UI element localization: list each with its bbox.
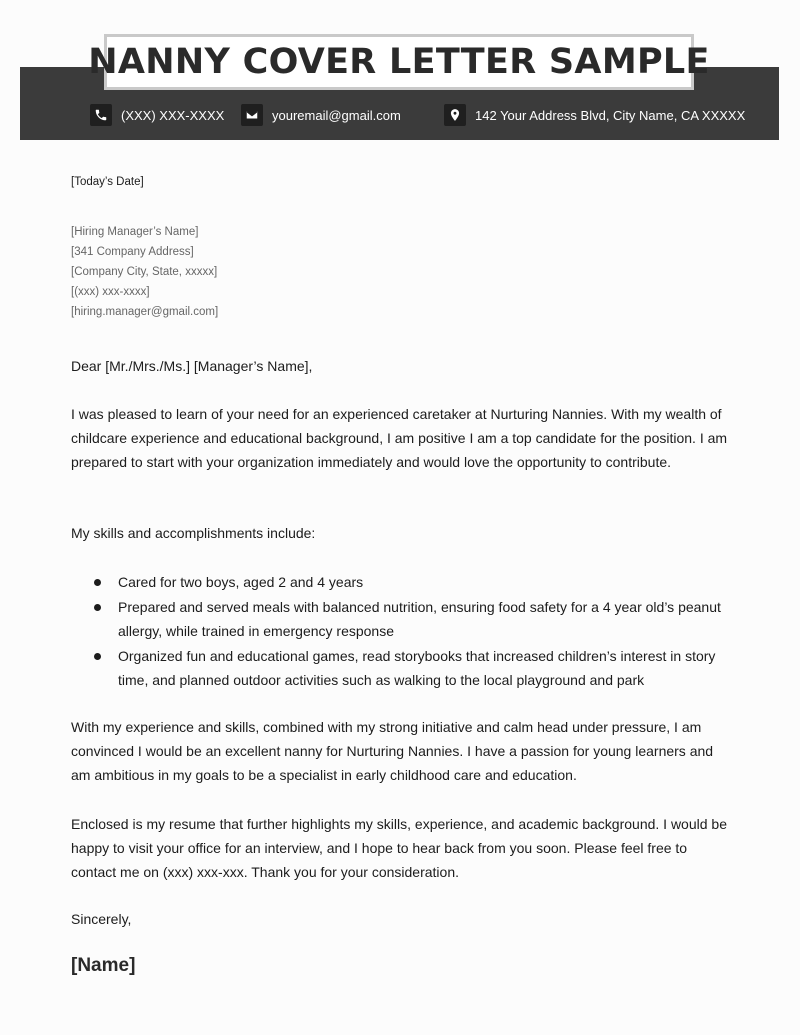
location-pin-icon xyxy=(444,104,466,126)
email-icon xyxy=(241,104,263,126)
closing-paragraph: Enclosed is my resume that further highlights my skills, experience, and academic background. I would be happy to visit your office for an interview, and I hope to hear back from you soon. Please feel free to contact me on (xxx) xxx-xxx. Thank you for your consideration. xyxy=(71,816,727,880)
list-item: Prepared and served meals with balanced nutrition, ensuring food safety for a 4 year old’s peanut allergy, while trained in emergency response xyxy=(71,595,731,644)
address-text: 142 Your Address Blvd, City Name, CA XXXXX xyxy=(475,107,746,123)
email-text: youremail@gmail.com xyxy=(272,107,401,123)
recipient-phone: [(xxx) xxx-xxxx] xyxy=(71,286,150,298)
signoff: Sincerely, xyxy=(71,911,132,927)
recipient-name: [Hiring Manager’s Name] xyxy=(71,226,199,238)
intro-paragraph: I was pleased to learn of your need for an experienced caretaker at Nurturing Nannies. With my wealth of childcare experience and educational background, I am positive I am a top candidate for the position. I am prepared to start with your organization immediately and would love the opportunity to contribute. xyxy=(71,406,728,470)
date-line: [Today’s Date] xyxy=(71,176,144,188)
signature-name: [Name] xyxy=(71,955,136,976)
list-item: Cared for two boys, aged 2 and 4 years xyxy=(71,570,731,595)
contact-email xyxy=(241,102,401,128)
recipient-address: [341 Company Address] xyxy=(71,246,194,258)
recipient-city: [Company City, State, xxxxx] xyxy=(71,266,218,278)
skills-list xyxy=(71,570,731,693)
list-item: Organized fun and educational games, read storybooks that increased children’s interest in story time, and planned outdoor activities such as walking to the local playground and park xyxy=(71,644,731,693)
body-paragraph: With my experience and skills, combined with my strong initiative and calm head under pressure, I am convinced I would be an excellent nanny for Nurturing Nannies. I have a passion for young learners and am ambitious in my goals to be a specialist in early childhood care and education. xyxy=(71,719,714,783)
phone-text: (XXX) XXX-XXXX xyxy=(121,107,225,123)
page-title: NANNY COVER LETTER SAMPLE xyxy=(88,42,710,82)
contact-address xyxy=(444,102,745,128)
salutation: Dear [Mr./Mrs./Ms.] [Manager’s Name], xyxy=(71,358,313,374)
phone-icon xyxy=(90,104,112,126)
recipient-email: [hiring.manager@gmail.com] xyxy=(71,306,219,318)
title-box xyxy=(88,34,710,90)
contact-phone xyxy=(90,102,224,128)
skills-heading: My skills and accomplishments include: xyxy=(71,525,316,541)
